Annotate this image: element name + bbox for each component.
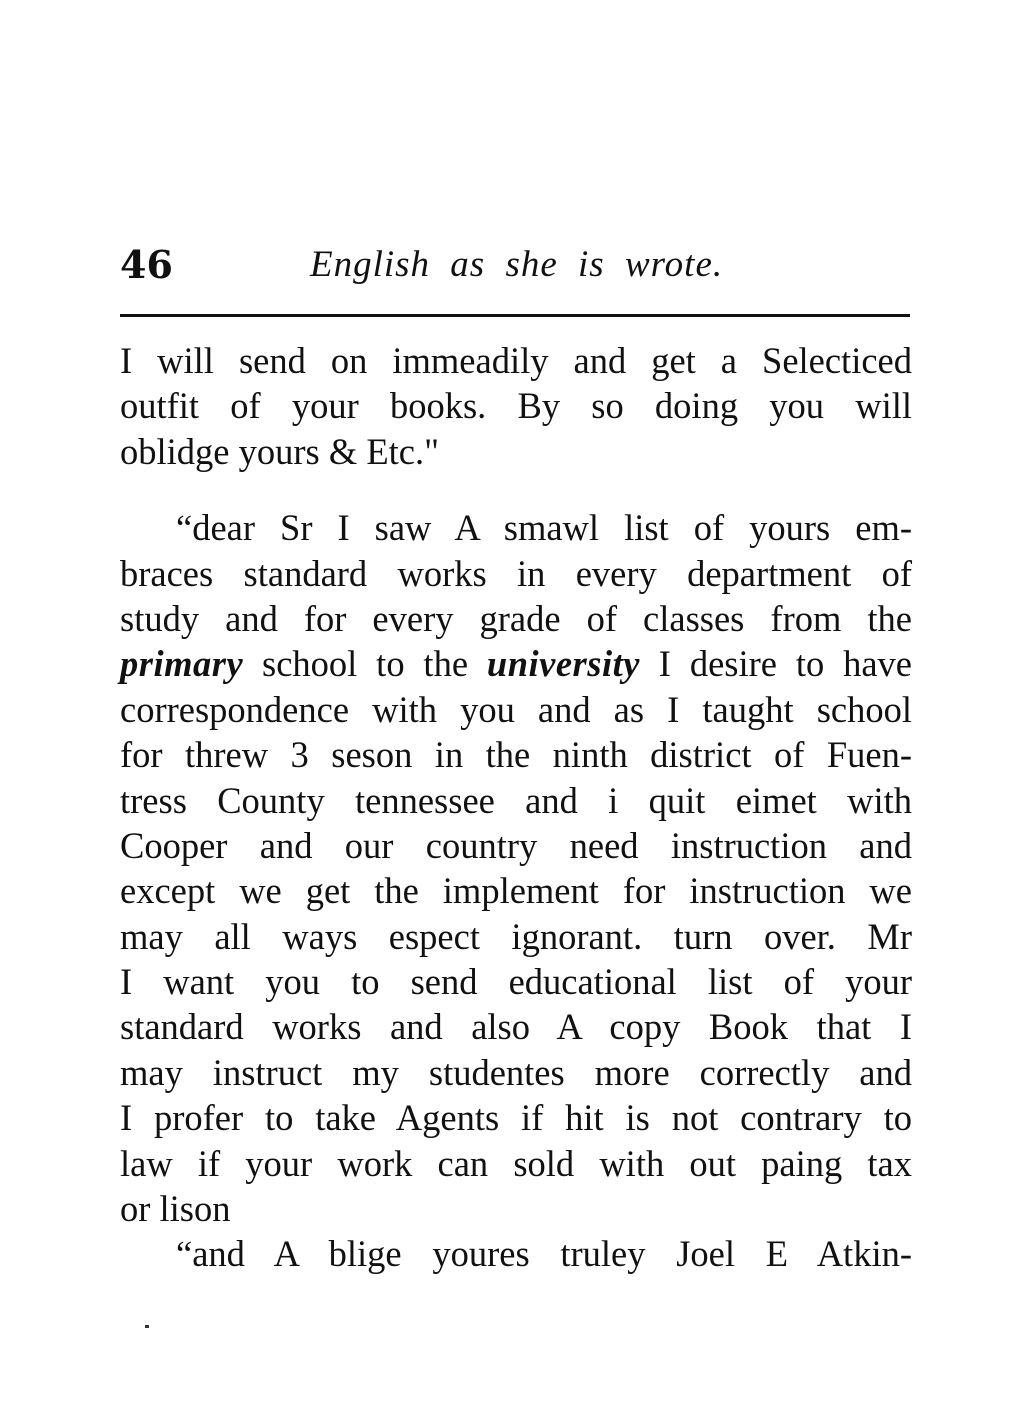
text-line: tress County tennessee and i quit eimet with [120, 779, 912, 821]
text-line: oblidge yours & Etc." [120, 430, 440, 472]
line-text: I desire to have [639, 643, 912, 685]
body-text [120, 338, 912, 1277]
text-line: may instruct my studentes more correctly and [120, 1051, 912, 1093]
paragraph-gap [120, 474, 912, 505]
text-line: “and A blige youres truley Joel E Atkin- [176, 1233, 912, 1275]
header-rule [120, 314, 910, 317]
text-line: “dear Sr I saw A smawl list of yours em- [176, 507, 912, 549]
text-line: law if your work can sold with out paing tax [120, 1142, 912, 1184]
text-line: Cooper and our country need instruction and [120, 824, 912, 866]
text-line-with-italics [120, 641, 912, 686]
text-line: or lison [120, 1188, 231, 1230]
text-line: may all ways espect ignorant. turn over. Mr [120, 915, 912, 957]
text-line: I profer to take Agents if hit is not contrary to [120, 1097, 912, 1139]
text-line: for threw 3 seson in the ninth district of Fuen- [120, 734, 912, 776]
text-line: outfit of your books. By so doing you will [120, 385, 912, 427]
text-line: I want you to send educational list of your [120, 961, 912, 1003]
text-line: correspondence with you and as I taught school [120, 688, 912, 730]
text-line: standard works and also A copy Book that I [120, 1006, 912, 1048]
italic-primary: primary [120, 643, 244, 685]
line-text: school to the [243, 643, 487, 685]
italic-university: university [486, 643, 640, 685]
page-number: 46 [120, 242, 173, 287]
text-line: braces standard works in every department of [120, 552, 912, 594]
ink-speck [145, 1325, 149, 1328]
text-line: except we get the implement for instruction we [120, 870, 912, 912]
text-line: study and for every grade of classes from the [120, 597, 912, 639]
text-line: I will send on immeadily and get a Selecticed [120, 340, 912, 381]
page-header [120, 240, 912, 290]
running-title: English as she is wrote. [310, 244, 724, 285]
